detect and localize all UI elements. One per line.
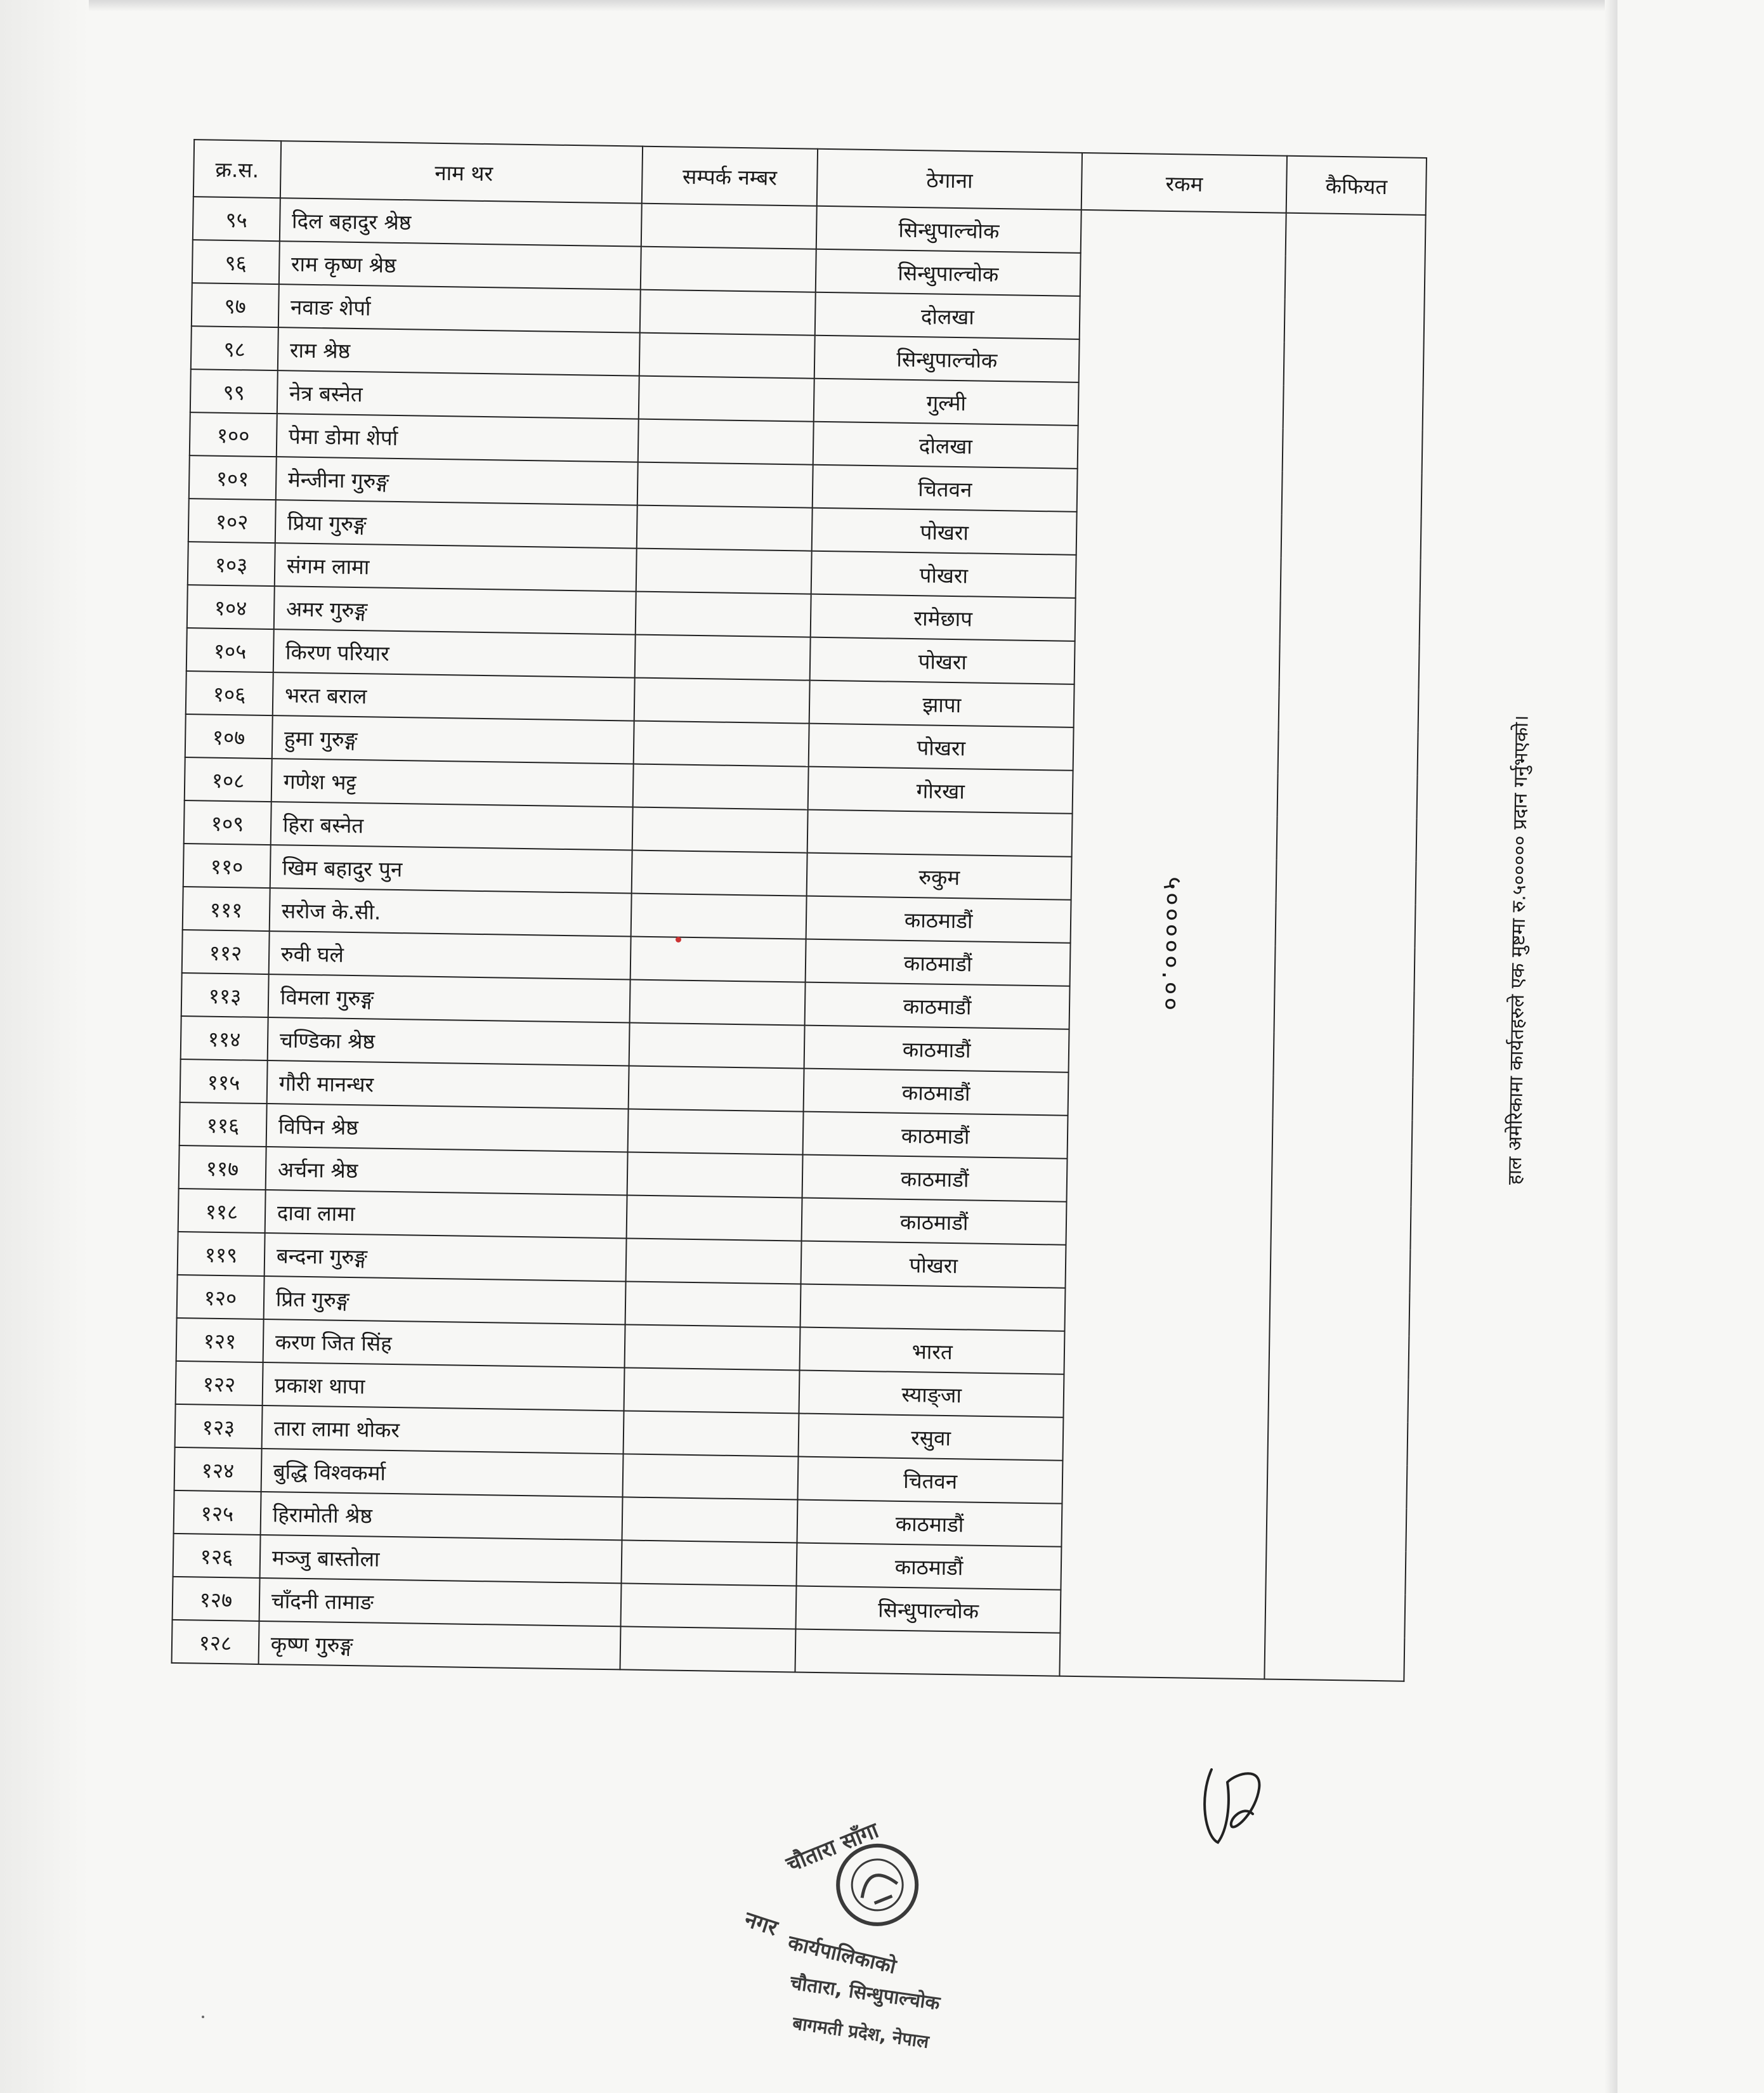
- row-address: दोलखा: [813, 422, 1078, 469]
- svg-text:चौतारा, सिन्धुपाल्चोक: चौतारा, सिन्धुपाल्चोक: [788, 1972, 941, 2015]
- donor-table: [171, 139, 1533, 1682]
- signature-icon: [1192, 1754, 1275, 1849]
- row-sn: १११: [183, 887, 270, 931]
- row-address: पोखरा: [801, 1241, 1066, 1288]
- row-contact: [635, 592, 811, 637]
- row-address: काठमाडौं: [804, 1026, 1069, 1073]
- row-contact: [622, 1454, 799, 1499]
- row-address: काठमाडौं: [806, 896, 1071, 943]
- dust-speck: [202, 2016, 204, 2018]
- row-contact: [623, 1411, 799, 1456]
- row-address: काठमाडौं: [805, 982, 1070, 1029]
- row-sn: १२४: [174, 1447, 262, 1492]
- row-address: चितवन: [798, 1457, 1063, 1504]
- row-name: नेत्र बस्नेत: [277, 370, 639, 419]
- row-sn: १००: [190, 412, 277, 457]
- row-name: रुवी घले: [268, 931, 630, 979]
- row-name: मञ्जु बास्तोला: [259, 1535, 622, 1583]
- row-contact: [627, 1152, 803, 1197]
- row-sn: १२८: [172, 1620, 259, 1664]
- row-sn: १२३: [175, 1404, 263, 1449]
- row-contact: [621, 1540, 797, 1586]
- header-address: ठेगाना: [817, 149, 1082, 210]
- row-name: दिल बहादुर श्रेष्ठ: [280, 198, 642, 246]
- row-name: बुद्धि विश्वकर्मा: [261, 1449, 623, 1497]
- row-contact: [625, 1281, 801, 1327]
- row-contact: [637, 462, 813, 508]
- row-sn: १२१: [176, 1318, 264, 1362]
- row-name: खिम बहादुर पुन: [270, 845, 632, 893]
- row-sn: १२२: [176, 1361, 263, 1405]
- row-contact: [630, 894, 807, 939]
- row-sn: ११३: [181, 973, 269, 1017]
- row-address: काठमाडौं: [803, 1112, 1068, 1159]
- row-name: करण जित सिंह: [263, 1319, 625, 1367]
- row-sn: ११२: [182, 930, 270, 974]
- row-sn: ११९: [178, 1232, 265, 1276]
- row-address: काठमाडौं: [804, 1069, 1069, 1116]
- row-name: अमर गुरुङ्ग: [274, 586, 636, 634]
- row-name: प्रकाश थापा: [262, 1362, 624, 1411]
- row-contact: [638, 376, 814, 422]
- row-contact: [628, 1066, 804, 1111]
- page-right-shadow: [1605, 0, 1617, 2093]
- row-sn: ११८: [178, 1189, 266, 1233]
- row-address: दोलखा: [815, 292, 1080, 339]
- amount-cell: [1059, 210, 1286, 1679]
- header-remarks: कैफियत: [1286, 156, 1427, 215]
- row-address: रसुवा: [799, 1414, 1064, 1461]
- row-contact: [624, 1367, 800, 1413]
- row-sn: १२०: [177, 1275, 265, 1319]
- row-address: [795, 1629, 1061, 1676]
- row-name: हुमा गुरुङ्ग: [272, 715, 634, 764]
- row-contact: [630, 937, 806, 982]
- row-contact: [634, 678, 810, 724]
- row-sn: १०८: [185, 757, 272, 802]
- row-contact: [632, 764, 809, 810]
- row-address: पोखरा: [810, 637, 1075, 684]
- row-address: रामेछाप: [811, 594, 1076, 641]
- row-sn: १०९: [184, 800, 271, 845]
- row-sn: ९५: [193, 197, 280, 241]
- row-name: दावा लामा: [265, 1190, 627, 1238]
- row-sn: ९८: [191, 326, 278, 370]
- svg-text:नगर: नगर: [741, 1907, 781, 1941]
- ink-speck: [676, 937, 681, 942]
- row-contact: [640, 247, 816, 292]
- row-contact: [636, 549, 812, 594]
- row-contact: [639, 290, 816, 336]
- row-name: गणेश भट्ट: [271, 759, 634, 807]
- row-address: गोरखा: [808, 767, 1073, 814]
- row-contact: [636, 505, 813, 551]
- row-name: तारा लामा थोकर: [261, 1405, 624, 1454]
- amount-value: ५०००००.००: [1156, 876, 1187, 1014]
- row-contact: [632, 807, 808, 853]
- row-name: सरोज के.सी.: [269, 888, 631, 936]
- row-address: पोखरा: [811, 551, 1076, 598]
- row-address: [800, 1284, 1066, 1331]
- row-address: काठमाडौं: [802, 1198, 1067, 1245]
- row-name: कृष्ण गुरुङ्ग: [258, 1621, 620, 1669]
- row-sn: १०२: [188, 499, 276, 543]
- header-sn: क्र.स.: [193, 140, 281, 198]
- row-name: भरत बराल: [273, 672, 635, 720]
- row-address: स्याङ्जा: [799, 1371, 1064, 1418]
- row-contact: [637, 419, 814, 465]
- page-top-shadow: [0, 0, 1617, 11]
- row-contact: [639, 333, 815, 379]
- row-sn: १०५: [186, 628, 274, 672]
- row-contact: [629, 1022, 805, 1068]
- row-name: गौरी मानन्धर: [266, 1060, 629, 1109]
- svg-text:कार्यपालिकाको: कार्यपालिकाको: [785, 1930, 899, 1979]
- row-sn: १०७: [185, 714, 273, 759]
- row-contact: [620, 1583, 797, 1629]
- row-name: नवाङ शेर्पा: [278, 284, 641, 332]
- row-sn: १२५: [174, 1490, 261, 1535]
- row-name: चाँदनी तामाङ: [259, 1578, 621, 1626]
- remarks-cell: [1265, 213, 1533, 1681]
- row-name: संगम लामा: [275, 543, 637, 591]
- row-name: मेन्जीना गुरुङ्ग: [276, 457, 638, 505]
- svg-text:चौतारा साँगा: चौतारा साँगा: [783, 1817, 882, 1878]
- row-name: हिरामोती श्रेष्ठ: [260, 1492, 622, 1540]
- page-left-shadow: [0, 0, 89, 2093]
- row-name: प्रिया गुरुङ्ग: [275, 500, 637, 548]
- row-sn: ११०: [183, 844, 271, 888]
- row-sn: ११४: [181, 1016, 268, 1060]
- header-amount: रकम: [1081, 153, 1288, 213]
- row-name: हिरा बस्नेत: [270, 802, 632, 850]
- row-name: पेमा डोमा शेर्पा: [277, 414, 639, 462]
- row-sn: ११७: [179, 1145, 266, 1190]
- row-address: काठमाडौं: [802, 1155, 1068, 1202]
- row-address: पोखरा: [809, 724, 1074, 771]
- row-sn: ११५: [180, 1059, 268, 1104]
- row-name: राम श्रेष्ठ: [278, 327, 640, 375]
- row-contact: [641, 204, 817, 249]
- row-address: सिन्धुपाल्चोक: [796, 1586, 1061, 1633]
- row-name: किरण परियार: [273, 629, 636, 677]
- row-name: बन्दना गुरुङ्ग: [264, 1233, 626, 1281]
- table-body: [172, 197, 1533, 1681]
- row-sn: १२७: [173, 1577, 260, 1621]
- row-contact: [634, 635, 811, 681]
- row-address: भारत: [800, 1327, 1065, 1374]
- row-address: पोखरा: [812, 508, 1077, 555]
- row-address: सिन्धुपाल्चोक: [816, 249, 1081, 296]
- row-contact: [620, 1626, 796, 1672]
- row-address: चितवन: [813, 465, 1078, 512]
- header-contact: सम्पर्क नम्बर: [642, 147, 818, 206]
- row-address: [807, 810, 1073, 857]
- row-contact: [622, 1497, 798, 1542]
- row-sn: १०१: [189, 455, 277, 500]
- row-contact: [627, 1109, 804, 1154]
- row-address: सिन्धुपाल्चोक: [814, 336, 1080, 382]
- row-address: काठमाडौं: [806, 939, 1071, 986]
- row-name: प्रित गुरुङ्ग: [263, 1276, 625, 1324]
- row-sn: १०६: [186, 671, 273, 715]
- row-sn: ९९: [190, 369, 278, 414]
- row-sn: १२६: [173, 1534, 261, 1578]
- row-name: अर्चना श्रेष्ठ: [265, 1147, 627, 1195]
- row-contact: [624, 1324, 800, 1370]
- row-name: विपिन श्रेष्ठ: [266, 1104, 628, 1152]
- row-name: राम कृष्ण श्रेष्ठ: [279, 241, 641, 289]
- row-address: गुल्मी: [814, 379, 1079, 426]
- row-name: चण्डिका श्रेष्ठ: [267, 1017, 629, 1066]
- row-name: विमला गुरुङ्ग: [268, 974, 630, 1022]
- row-sn: ९६: [192, 240, 280, 284]
- remarks-value: हाल अमेरिकामा कार्यतहरुले एक मुष्टमा रु.५००००० प्रदान गर्नुभएको।: [1503, 714, 1533, 1185]
- row-sn: ११६: [180, 1102, 267, 1147]
- row-contact: [631, 851, 807, 896]
- row-address: सिन्धुपाल्चोक: [816, 206, 1081, 253]
- row-contact: [629, 980, 806, 1026]
- header-name: नाम थर: [280, 141, 643, 203]
- row-address: काठमाडौं: [797, 1543, 1062, 1590]
- svg-text:बागमती प्रदेश, नेपाल: बागमती प्रदेश, नेपाल: [791, 2012, 931, 2052]
- row-contact: [626, 1195, 802, 1241]
- municipality-stamp-icon: [716, 1794, 997, 2075]
- row-sn: ९७: [192, 283, 279, 327]
- row-contact: [633, 721, 809, 767]
- row-sn: १०४: [187, 585, 275, 629]
- row-sn: १०३: [188, 542, 275, 586]
- row-contact: [625, 1238, 802, 1284]
- row-address: रुकुम: [807, 853, 1072, 900]
- row-address: काठमाडौं: [797, 1500, 1062, 1547]
- row-address: झापा: [809, 681, 1075, 727]
